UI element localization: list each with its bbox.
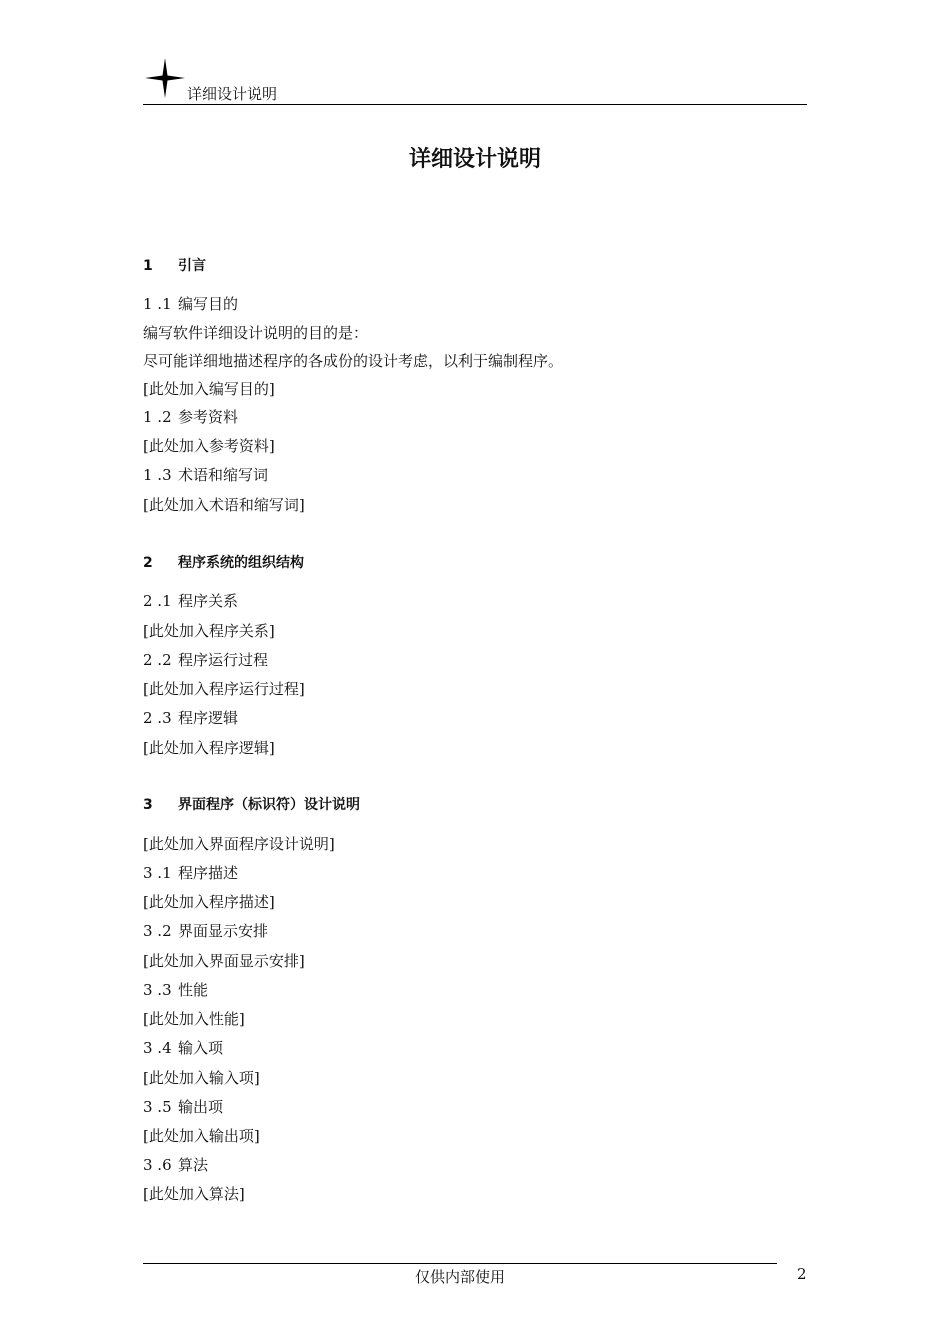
subsection-heading-2-2 xyxy=(143,651,268,669)
four-point-star-icon xyxy=(143,56,187,100)
placeholder-purpose: [此处加入编写目的] xyxy=(143,380,275,398)
placeholder-performance: [此处加入性能] xyxy=(143,1010,245,1028)
subsection-title: 算法 xyxy=(178,1156,209,1174)
placeholder-terms: [此处加入术语和缩写词] xyxy=(143,496,305,514)
section-number: 2 xyxy=(143,555,153,571)
subsection-heading-2-1 xyxy=(143,592,238,610)
section-title: 界面程序（标识符）设计说明 xyxy=(178,797,360,813)
subsection-heading-1-3 xyxy=(143,466,268,484)
page-header xyxy=(143,52,807,106)
page-number: 2 xyxy=(797,1265,807,1283)
footer-rule xyxy=(143,1263,777,1264)
subsection-title: 术语和缩写词 xyxy=(178,466,269,484)
subsection-heading-3-1 xyxy=(143,864,238,882)
placeholder-run-process: [此处加入程序运行过程] xyxy=(143,680,305,698)
subsection-title: 编写目的 xyxy=(178,295,239,313)
subsection-number: 3 .2 xyxy=(143,922,172,940)
paragraph-purpose-intro: 编写软件详细设计说明的目的是： xyxy=(143,324,369,342)
placeholder-references: [此处加入参考资料] xyxy=(143,437,275,455)
subsection-title: 输入项 xyxy=(178,1039,224,1057)
subsection-heading-3-3 xyxy=(143,981,208,999)
section-number: 1 xyxy=(143,258,153,274)
footer-text: 仅供内部使用 xyxy=(414,1268,505,1286)
subsection-title: 程序描述 xyxy=(178,864,239,882)
section-title: 引言 xyxy=(178,258,206,274)
subsection-number: 3 .4 xyxy=(143,1039,172,1057)
placeholder-program-relations: [此处加入程序关系] xyxy=(143,622,275,640)
placeholder-program-description: [此处加入程序描述] xyxy=(143,893,275,911)
document-title: 详细设计说明 xyxy=(408,147,541,172)
subsection-heading-3-2 xyxy=(143,922,268,940)
subsection-title: 程序关系 xyxy=(178,592,239,610)
subsection-heading-3-5 xyxy=(143,1098,223,1116)
subsection-number: 2 .1 xyxy=(143,592,172,610)
header-rule xyxy=(143,104,807,105)
section-heading-1 xyxy=(143,257,206,275)
placeholder-program-logic: [此处加入程序逻辑] xyxy=(143,739,275,757)
subsection-heading-2-3 xyxy=(143,709,238,727)
subsection-title: 程序运行过程 xyxy=(178,651,269,669)
placeholder-inputs: [此处加入输入项] xyxy=(143,1069,260,1087)
placeholder-ui-layout: [此处加入界面显示安排] xyxy=(143,952,305,970)
subsection-title: 界面显示安排 xyxy=(178,922,269,940)
subsection-number: 3 .5 xyxy=(143,1098,172,1116)
section-heading-3 xyxy=(143,796,360,814)
placeholder-outputs: [此处加入输出项] xyxy=(143,1127,260,1145)
header-title: 详细设计说明 xyxy=(187,85,278,103)
subsection-title: 程序逻辑 xyxy=(178,709,239,727)
subsection-number: 3 .6 xyxy=(143,1156,172,1174)
subsection-heading-1-2 xyxy=(143,408,238,426)
subsection-number: 1 .2 xyxy=(143,408,172,426)
subsection-title: 性能 xyxy=(178,981,209,999)
subsection-title: 参考资料 xyxy=(178,408,239,426)
subsection-number: 1 .1 xyxy=(143,295,172,313)
subsection-number: 3 .3 xyxy=(143,981,172,999)
section-title: 程序系统的组织结构 xyxy=(178,555,304,571)
paragraph-purpose-body: 尽可能详细地描述程序的各成份的设计考虑，以利于编制程序。 xyxy=(143,352,564,370)
subsection-number: 1 .3 xyxy=(143,466,172,484)
subsection-number: 2 .2 xyxy=(143,651,172,669)
placeholder-ui-design: [此处加入界面程序设计说明] xyxy=(143,835,335,853)
subsection-heading-1-1 xyxy=(143,295,238,313)
subsection-heading-3-6 xyxy=(143,1156,208,1174)
subsection-number: 3 .1 xyxy=(143,864,172,882)
subsection-title: 输出项 xyxy=(178,1098,224,1116)
subsection-heading-3-4 xyxy=(143,1039,223,1057)
placeholder-algorithm: [此处加入算法] xyxy=(143,1185,245,1203)
subsection-number: 2 .3 xyxy=(143,709,172,727)
section-heading-2 xyxy=(143,554,304,572)
section-number: 3 xyxy=(143,797,153,813)
